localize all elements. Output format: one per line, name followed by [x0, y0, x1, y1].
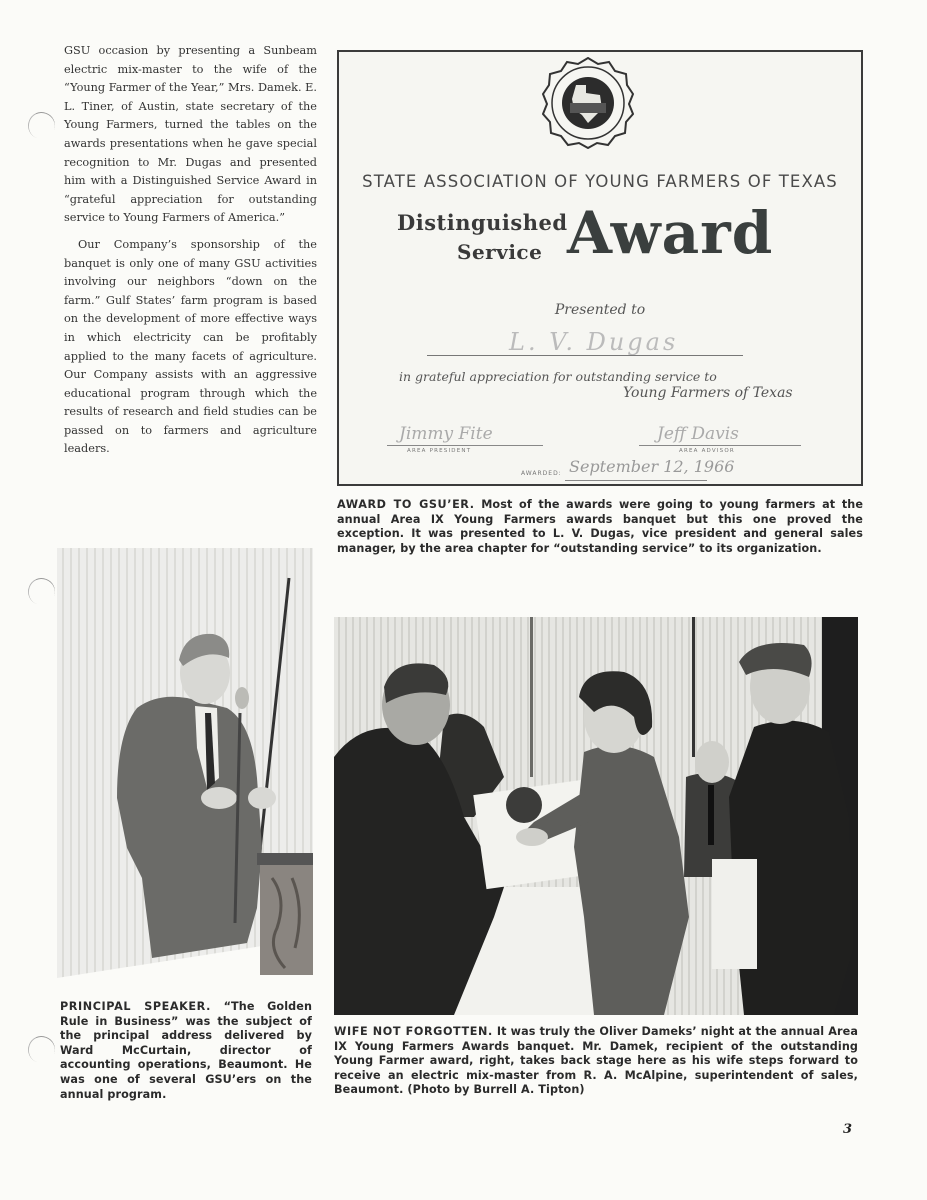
- punch-hole: [24, 1032, 59, 1067]
- article-paragraph: Our Company’s sponsorship of the banquet is only one of many GSU activities involving our neighbors “down on the farm.” Gulf States’ farm program is based on the development of more effective ways in which electricity can be profitably applied to the many facets of agriculture. Our Company assists with an aggressive educational program through which the results of research and field studies can be passed on to farmers and agriculture leaders.: [64, 237, 317, 456]
- certificate-association: STATE ASSOCIATION OF YOUNG FARMERS OF TEXAS: [362, 172, 838, 191]
- awarded-label: AWARDED:: [521, 470, 562, 477]
- caption-award: [337, 498, 863, 556]
- signature-left: Jimmy Fite: [399, 424, 493, 444]
- recipient-line: [427, 355, 743, 356]
- certificate-recipient: L. V. Dugas: [509, 328, 679, 356]
- certificate-title-line1: Distinguished: [397, 210, 568, 235]
- presentation-photo: [334, 617, 858, 1015]
- awarded-date: September 12, 1966: [569, 457, 735, 476]
- certificate-title-line2: Service: [457, 240, 543, 264]
- punch-hole: [24, 574, 59, 609]
- texas-seal-icon: [542, 57, 634, 149]
- certificate-presented-label: Presented to: [554, 302, 646, 318]
- caption-speaker-text: “The Golden Rule in Business” was the subject of the principal address delivered by Ward McCurtain, director of accounting operations, Beaumont. He was one of several GSU’ers on the annual program.: [60, 1000, 313, 1101]
- punch-hole: [24, 108, 59, 143]
- caption-wife: [334, 1025, 858, 1098]
- signature-right-role: AREA ADVISOR: [679, 448, 735, 454]
- caption-award-text: Most of the awards were going to young farmers at the annual Area IX Young Farmers awards banquet but this one proved the exception. It was presented to L. V. Dugas, vice president and general sales manager, by the area chapter for “outstanding service” to its organization.: [337, 498, 864, 555]
- awarded-date-line: [565, 480, 707, 481]
- award-certificate: [337, 50, 863, 486]
- caption-award-lead: AWARD TO GSU’ER.: [337, 498, 475, 511]
- article-body: [64, 42, 317, 459]
- certificate-title-main: Award: [567, 199, 774, 267]
- signature-right: Jeff Davis: [657, 424, 739, 444]
- page-number: 3: [843, 1122, 853, 1137]
- signature-left-line: [387, 445, 543, 446]
- signature-left-role: AREA PRESIDENT: [407, 448, 472, 454]
- certificate-appreciation: in grateful appreciation for outstanding service to: [399, 369, 717, 384]
- speaker-photo: [57, 548, 313, 978]
- caption-speaker-lead: PRINCIPAL SPEAKER.: [60, 1000, 211, 1013]
- caption-wife-lead: WIFE NOT FORGOTTEN.: [334, 1025, 493, 1038]
- article-paragraph: GSU occasion by presenting a Sunbeam electric mix-master to the wife of the “Young Farmer of the Year,” Mrs. Damek. E. L. Tiner, of Austin, state secretary of the Young Farmers, turned the tables on the awards presentations when he gave special recognition to Mr. Dugas and presented him with a Distinguished Service Award in “grateful appreciation for outstanding service to Young Farmers of America.”: [64, 44, 318, 225]
- signature-right-line: [639, 445, 801, 446]
- caption-wife-text: It was truly the Oliver Dameks’ night at the annual Area IX Young Farmers Awards banquet. Mr. Damek, recipient of the outstanding Young Farmer award, right, takes back stage here as his wife steps forward to receive an electric mix-master from R. A. McAlpine, superintendent of sales, Beaumont. (Photo by Burrell A. Tipton): [334, 1025, 859, 1097]
- caption-speaker: [60, 1000, 312, 1102]
- certificate-organization: Young Farmers of Texas: [623, 385, 793, 401]
